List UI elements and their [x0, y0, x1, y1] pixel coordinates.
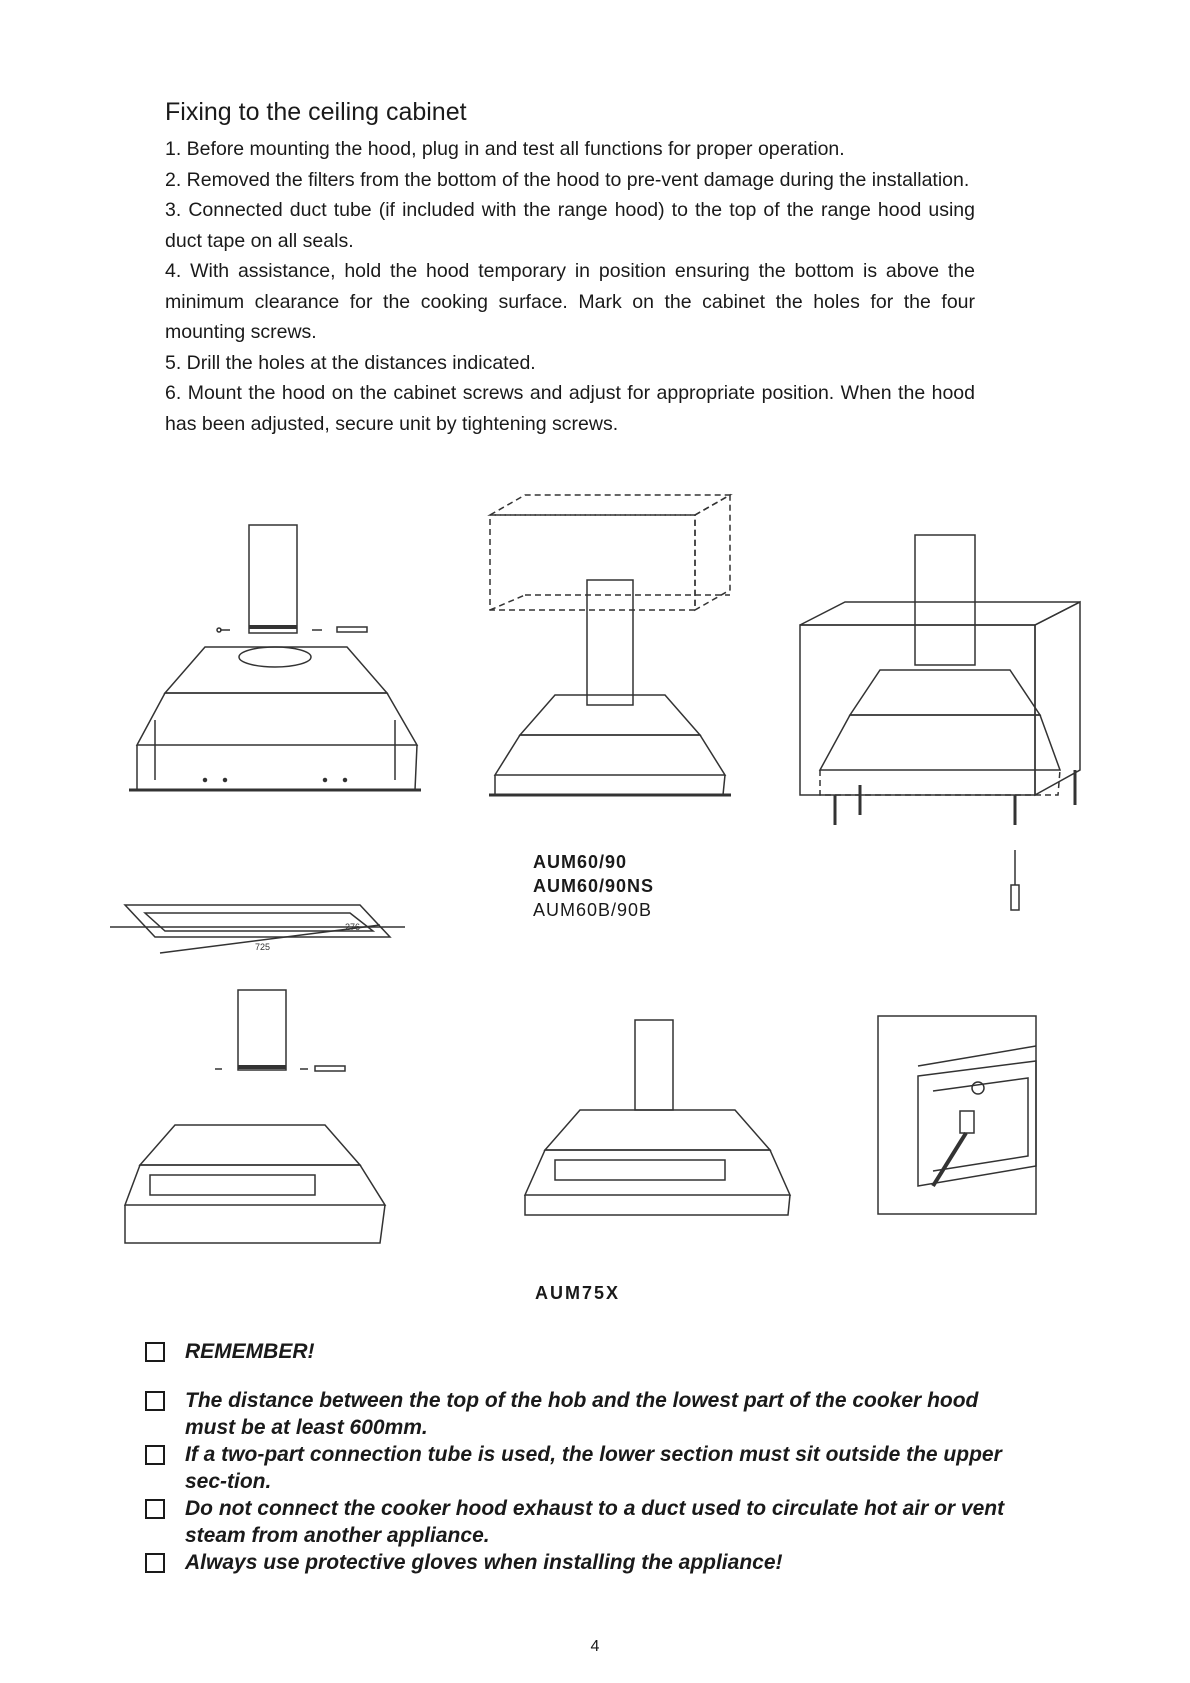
checkbox-icon — [145, 1445, 165, 1465]
checkbox-icon — [145, 1499, 165, 1519]
installation-steps — [165, 134, 975, 439]
note-text: The distance between the top of the hob and the lowest part of the cooker hood must be at least 600mm. — [185, 1389, 979, 1439]
note-text: REMEMBER! — [185, 1340, 315, 1363]
mounting-template-illustration — [105, 865, 405, 975]
note-exhaust-duct — [145, 1495, 1015, 1549]
template-width-label: 725 — [255, 942, 271, 952]
note-gloves — [145, 1549, 1015, 1576]
step-2: 2. Removed the filters from the bottom of the hood to pre-vent damage during the installation. — [165, 168, 970, 191]
step-1: 1. Before mounting the hood, plug in and test all functions for proper operation. — [165, 138, 845, 160]
note-remember — [145, 1338, 1015, 1365]
model-name: AUM60B/90B — [533, 900, 653, 920]
step-6: 6. Mount the hood on the cabinet screws and adjust for appropriate position. When the hood has been adjusted, secure unit by tightening screws. — [165, 382, 975, 435]
page-number: 4 — [590, 1638, 600, 1655]
aum75x-hood-mounted-illustration — [520, 1015, 810, 1235]
note-text: Do not connect the cooker hood exhaust to a duct used to circulate hot air or vent steam from another appliance. — [185, 1497, 1005, 1547]
hood-with-duct-illustration — [125, 515, 425, 805]
note-connection-tube — [145, 1441, 1015, 1495]
hood-under-cabinet-illustration — [485, 495, 735, 805]
model-list-aum60 — [533, 850, 654, 922]
safety-notes — [145, 1338, 1015, 1576]
checkbox-icon — [145, 1391, 165, 1411]
aum75x-hood-with-duct-illustration — [120, 985, 410, 1255]
hood-in-cabinet-with-screws-illustration — [790, 530, 1090, 950]
note-min-distance — [145, 1387, 1015, 1441]
note-text: If a two-part connection tube is used, the lower section must sit outside the upper sec-tion. — [185, 1443, 1002, 1493]
checkbox-icon — [145, 1553, 165, 1573]
step-4: 4. With assistance, hold the hood temporary in position ensuring the bottom is above the minimum clearance for the cooking surface. Mark on the cabinet the holes for the four mounting screws. — [165, 260, 975, 343]
model-name: AUM60/90NS — [533, 876, 655, 896]
template-depth-label: 276 — [345, 922, 361, 932]
step-5: 5. Drill the holes at the distances indicated. — [165, 351, 536, 374]
model-name: AUM60/90 — [533, 852, 628, 872]
screw-detail-inset — [878, 1016, 1038, 1216]
step-3: 3. Connected duct tube (if included with the range hood) to the top of the range hood using duct tape on all seals. — [165, 199, 975, 252]
checkbox-icon — [145, 1342, 165, 1362]
page-heading: Fixing to the ceiling cabinet — [165, 98, 467, 126]
note-text: Always use protective gloves when installing the appliance! — [185, 1551, 783, 1574]
model-name-aum75x: AUM75X — [535, 1283, 621, 1303]
